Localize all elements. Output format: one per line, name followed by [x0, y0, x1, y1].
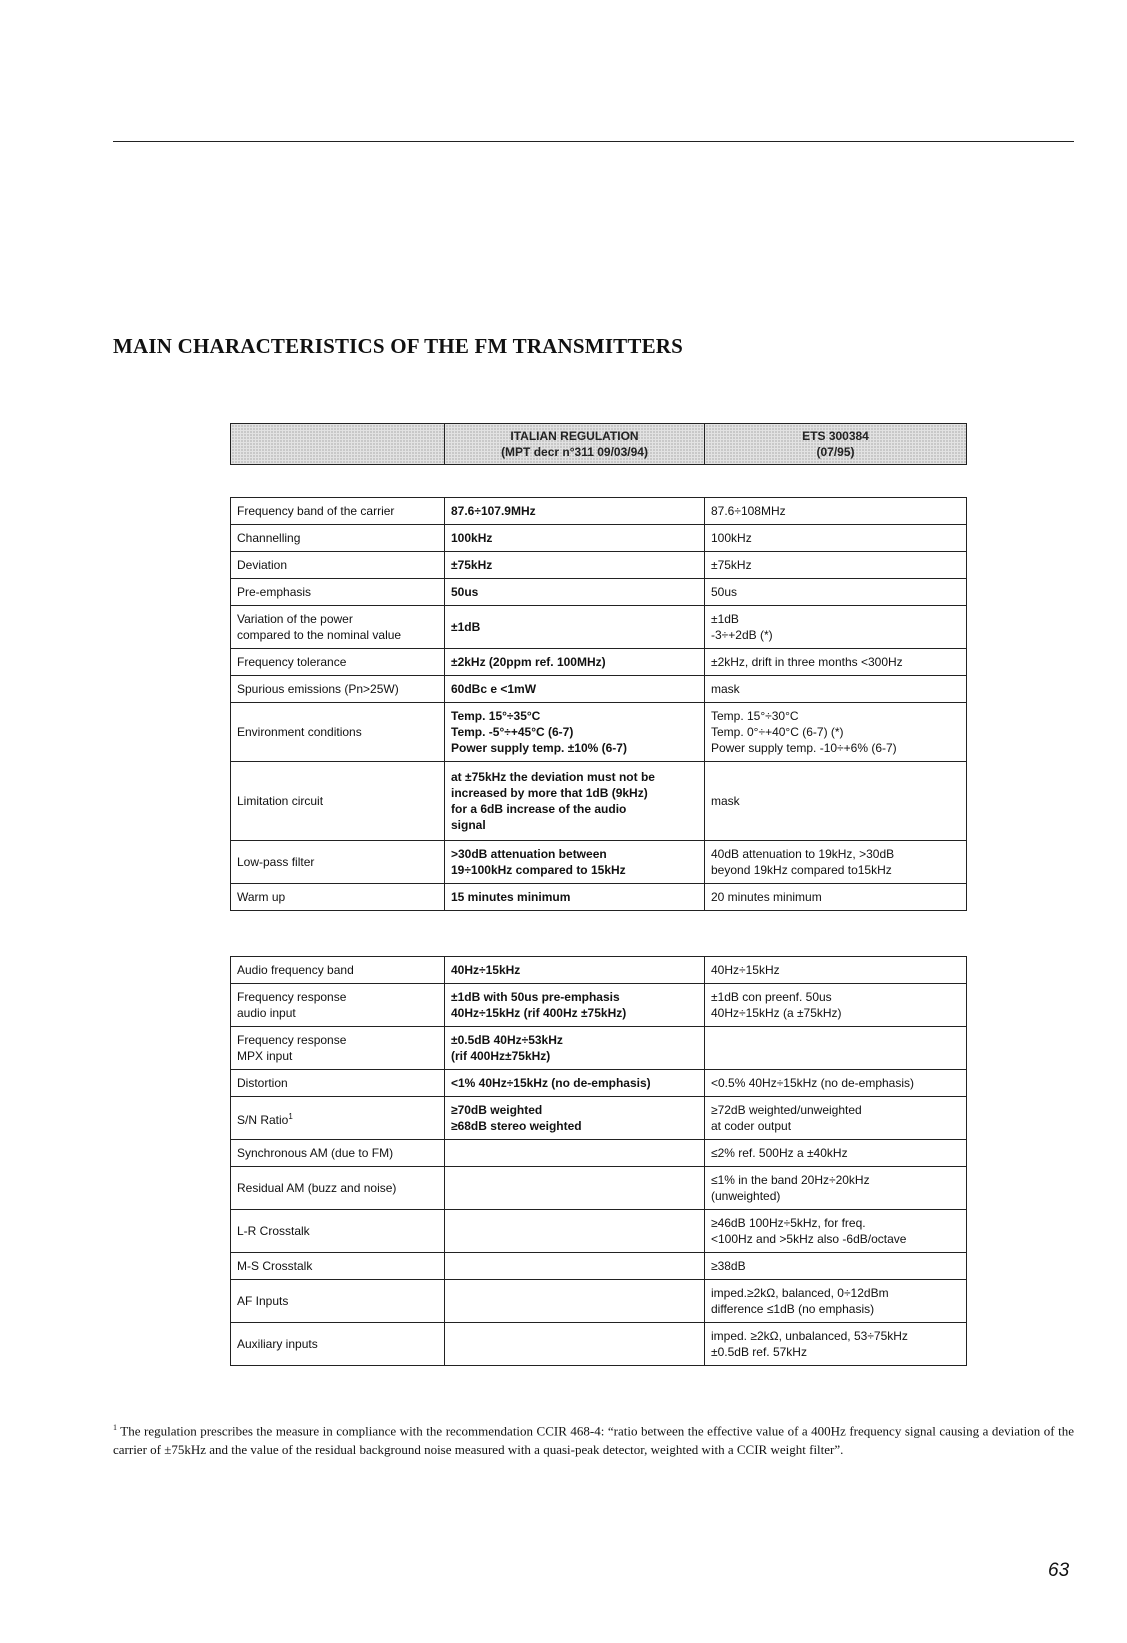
- cell-line: 20 minutes minimum: [711, 890, 822, 904]
- cell-line: 50us: [711, 585, 738, 599]
- cell-line: Temp. 15°÷35°C: [451, 709, 541, 723]
- table-row: [231, 525, 967, 552]
- cell-line: Frequency band of the carrier: [237, 504, 395, 518]
- table-row: [231, 606, 967, 649]
- italian-value-cell: [445, 1140, 705, 1167]
- italian-value-cell: [445, 1097, 705, 1140]
- cell-line: 40Hz÷15kHz: [451, 963, 521, 977]
- cell-line: M-S Crosstalk: [237, 1259, 313, 1273]
- page-number: 63: [1048, 1560, 1070, 1581]
- parameter-cell: [231, 1210, 445, 1253]
- cell-line: 19÷100kHz compared to 15kHz: [451, 863, 626, 877]
- table-row: [231, 762, 967, 841]
- cell-line: ±0.5dB 40Hz÷53kHz: [451, 1033, 563, 1047]
- cell-line: 40Hz÷15kHz (a ±75kHz): [711, 1006, 842, 1020]
- ets-value-cell: [705, 957, 967, 984]
- table-row: [231, 1253, 967, 1280]
- footnote-text: The regulation prescribes the measure in compliance with the recommendation CCIR 468-4: “ratio between the effective value of a 400Hz frequency signal causing a deviation of the carrier of ±75kHz and the value of the residual background noise measured with a quasi-peak detector, weighted with a CCIR weight filter”.: [113, 1423, 1074, 1458]
- parameter-cell: [231, 606, 445, 649]
- ets-value-cell: [705, 1210, 967, 1253]
- italian-value-cell: [445, 525, 705, 552]
- cell-line: AF Inputs: [237, 1294, 289, 1308]
- cell-line: <100Hz and >5kHz also -6dB/octave: [711, 1232, 907, 1246]
- italian-value-cell: [445, 579, 705, 606]
- cell-line: mask: [711, 794, 740, 808]
- italian-value-cell: [445, 1070, 705, 1097]
- header-rule: [113, 141, 1074, 142]
- parameter-cell: [231, 1027, 445, 1070]
- cell-line: (unweighted): [711, 1189, 781, 1203]
- header-ets-line-2: (07/95): [816, 445, 855, 459]
- cell-line: ±1dB: [711, 612, 739, 626]
- cell-line: 60dBc e <1mW: [451, 682, 537, 696]
- cell-line: 50us: [451, 585, 479, 599]
- cell-line: signal: [451, 818, 486, 832]
- italian-value-cell: [445, 649, 705, 676]
- parameter-cell: [231, 762, 445, 841]
- ets-value-cell: [705, 1140, 967, 1167]
- parameter-cell: [231, 984, 445, 1027]
- table-row: [231, 1167, 967, 1210]
- cell-line: 87.6÷108MHz: [711, 504, 786, 518]
- parameter-cell: [231, 579, 445, 606]
- table-row: [231, 1280, 967, 1323]
- table-row: [231, 1140, 967, 1167]
- footnote-ref: 1: [288, 1111, 293, 1121]
- cell-line: Low-pass filter: [237, 855, 315, 869]
- cell-line: <0.5% 40Hz÷15kHz (no de-emphasis): [711, 1076, 915, 1090]
- cell-line: ≤1% in the band 20Hz÷20kHz: [711, 1173, 870, 1187]
- cell-line: -3÷+2dB (*): [711, 628, 773, 642]
- cell-line: Temp. 15°÷30°C: [711, 709, 799, 723]
- cell-line: Limitation circuit: [237, 794, 324, 808]
- cell-line: 87.6÷107.9MHz: [451, 504, 536, 518]
- cell-line: ±1dB with 50us pre-emphasis: [451, 990, 620, 1004]
- italian-value-cell: [445, 984, 705, 1027]
- cell-line: for a 6dB increase of the audio: [451, 802, 627, 816]
- table-row: [231, 1097, 967, 1140]
- header-italian-regulation: [445, 424, 705, 465]
- table-row: [231, 703, 967, 762]
- ets-value-cell: [705, 1253, 967, 1280]
- cell-line: compared to the nominal value: [237, 628, 402, 642]
- cell-line: 40Hz÷15kHz (rif 400Hz ±75kHz): [451, 1006, 627, 1020]
- cell-line: >30dB attenuation between: [451, 847, 607, 861]
- cell-line: ≥46dB 100Hz÷5kHz, for freq.: [711, 1216, 866, 1230]
- italian-value-cell: [445, 1210, 705, 1253]
- footnote: [113, 1418, 1074, 1459]
- italian-value-cell: [445, 1167, 705, 1210]
- header-italian-line-1: ITALIAN REGULATION: [510, 429, 639, 443]
- cell-line: <1% 40Hz÷15kHz (no de-emphasis): [451, 1076, 651, 1090]
- parameter-cell: [231, 841, 445, 884]
- table-row: [231, 498, 967, 525]
- cell-line: imped.≥2kΩ, balanced, 0÷12dBm: [711, 1286, 889, 1300]
- table-row: [231, 649, 967, 676]
- table-row: [231, 1210, 967, 1253]
- table-row: [231, 984, 967, 1027]
- cell-line: audio input: [237, 1006, 296, 1020]
- cell-line: Frequency response: [237, 990, 347, 1004]
- cell-line: MPX input: [237, 1049, 293, 1063]
- cell-line: ±75kHz: [711, 558, 752, 572]
- cell-line: ≤2% ref. 500Hz a ±40kHz: [711, 1146, 848, 1160]
- cell-line: Channelling: [237, 531, 301, 545]
- cell-line: ±75kHz: [451, 558, 493, 572]
- ets-value-cell: [705, 498, 967, 525]
- ets-value-cell: [705, 762, 967, 841]
- parameter-cell: [231, 525, 445, 552]
- italian-value-cell: [445, 1323, 705, 1366]
- cell-line: at coder output: [711, 1119, 792, 1133]
- ets-value-cell: [705, 1167, 967, 1210]
- cell-line: ≥70dB weighted: [451, 1103, 543, 1117]
- ets-value-cell: [705, 1097, 967, 1140]
- cell-line: ±1dB: [451, 620, 481, 634]
- parameter-cell: [231, 676, 445, 703]
- ets-value-cell: [705, 579, 967, 606]
- cell-line: ±0.5dB ref. 57kHz: [711, 1345, 807, 1359]
- table-row: [231, 841, 967, 884]
- parameter-cell: [231, 957, 445, 984]
- cell-line: 100kHz: [451, 531, 493, 545]
- rf-characteristics-table: [230, 497, 967, 911]
- parameter-cell: [231, 1253, 445, 1280]
- parameter-cell: [231, 1097, 445, 1140]
- cell-line: difference ≤1dB (no emphasis): [711, 1302, 875, 1316]
- table-row: [231, 884, 967, 911]
- cell-line: (rif 400Hz±75kHz): [451, 1049, 551, 1063]
- cell-line: ≥72dB weighted/unweighted: [711, 1103, 862, 1117]
- cell-line: ±2kHz, drift in three months <300Hz: [711, 655, 903, 669]
- parameter-cell: [231, 649, 445, 676]
- parameter-cell: [231, 1280, 445, 1323]
- cell-line: 100kHz: [711, 531, 752, 545]
- cell-line: Environment conditions: [237, 725, 362, 739]
- cell-line: ±1dB con preenf. 50us: [711, 990, 832, 1004]
- header-italian-line-2: (MPT decr n°311 09/03/94): [501, 445, 648, 459]
- cell-line: Deviation: [237, 558, 288, 572]
- cell-line: Distortion: [237, 1076, 288, 1090]
- parameter-cell: [231, 703, 445, 762]
- cell-line: Frequency tolerance: [237, 655, 347, 669]
- ets-value-cell: [705, 606, 967, 649]
- table-row: [231, 1027, 967, 1070]
- audio-characteristics-table: [230, 956, 967, 1366]
- ets-value-cell: [705, 649, 967, 676]
- table-row: [231, 1070, 967, 1097]
- parameter-cell: [231, 552, 445, 579]
- cell-line: Variation of the power: [237, 612, 353, 626]
- italian-value-cell: [445, 1027, 705, 1070]
- header-ets-300384: [705, 424, 967, 465]
- ets-value-cell: [705, 1070, 967, 1097]
- cell-line: 15 minutes minimum: [451, 890, 571, 904]
- parameter-cell: [231, 1070, 445, 1097]
- cell-line: Pre-emphasis: [237, 585, 312, 599]
- table-row: [231, 1323, 967, 1366]
- ets-value-cell: [705, 525, 967, 552]
- parameter-cell: [231, 1323, 445, 1366]
- cell-line: Frequency response: [237, 1033, 347, 1047]
- cell-line: mask: [711, 682, 740, 696]
- page-title: MAIN CHARACTERISTICS OF THE FM TRANSMITTERS: [113, 334, 684, 358]
- cell-line: 40dB attenuation to 19kHz, >30dB: [711, 847, 895, 861]
- italian-value-cell: [445, 606, 705, 649]
- italian-value-cell: [445, 703, 705, 762]
- table-row: [231, 676, 967, 703]
- ets-value-cell: [705, 984, 967, 1027]
- ets-value-cell: [705, 552, 967, 579]
- cell-line: ≥68dB stereo weighted: [451, 1119, 582, 1133]
- cell-line: ±2kHz (20ppm ref. 100MHz): [451, 655, 606, 669]
- parameter-cell: [231, 1167, 445, 1210]
- table-row: [231, 579, 967, 606]
- italian-value-cell: [445, 762, 705, 841]
- cell-line: beyond 19kHz compared to15kHz: [711, 863, 892, 877]
- italian-value-cell: [445, 1253, 705, 1280]
- cell-line: L-R Crosstalk: [237, 1224, 310, 1238]
- parameter-cell: [231, 498, 445, 525]
- cell-line: at ±75kHz the deviation must not be: [451, 770, 655, 784]
- ets-value-cell: [705, 1280, 967, 1323]
- cell-line: S/N Ratio$^1$: [237, 1111, 293, 1127]
- cell-line: Residual AM (buzz and noise): [237, 1181, 397, 1195]
- cell-line: imped. ≥2kΩ, unbalanced, 53÷75kHz: [711, 1329, 908, 1343]
- cell-line: 40Hz÷15kHz: [711, 963, 780, 977]
- italian-value-cell: [445, 841, 705, 884]
- footnote-marker: 1: [113, 1423, 117, 1432]
- cell-line: increased by more that 1dB (9kHz): [451, 786, 648, 800]
- italian-value-cell: [445, 498, 705, 525]
- cell-line: Spurious emissions (Pn>25W): [237, 682, 399, 696]
- cell-line: Power supply temp. -10÷+6% (6-7): [711, 741, 897, 755]
- italian-value-cell: [445, 1280, 705, 1323]
- ets-value-cell: [705, 841, 967, 884]
- table-row: [231, 552, 967, 579]
- cell-line: Synchronous AM (due to FM): [237, 1146, 394, 1160]
- cell-line: Temp. -5°÷+45°C (6-7): [451, 725, 574, 739]
- cell-line: Temp. 0°÷+40°C (6-7) (*): [711, 725, 844, 739]
- column-header-table: [230, 423, 967, 465]
- parameter-cell: [231, 1140, 445, 1167]
- cell-line: Audio frequency band: [237, 963, 354, 977]
- italian-value-cell: [445, 957, 705, 984]
- cell-line: Warm up: [237, 890, 286, 904]
- italian-value-cell: [445, 884, 705, 911]
- ets-value-cell: [705, 703, 967, 762]
- table-row: [231, 957, 967, 984]
- header-parameter-cell: [231, 424, 445, 465]
- header-ets-line-1: ETS 300384: [802, 429, 869, 443]
- italian-value-cell: [445, 676, 705, 703]
- ets-value-cell: [705, 1027, 967, 1070]
- parameter-cell: [231, 884, 445, 911]
- ets-value-cell: [705, 1323, 967, 1366]
- cell-line: Power supply temp. ±10% (6-7): [451, 741, 627, 755]
- italian-value-cell: [445, 552, 705, 579]
- ets-value-cell: [705, 884, 967, 911]
- ets-value-cell: [705, 676, 967, 703]
- cell-line: ≥38dB: [711, 1259, 746, 1273]
- cell-line: Auxiliary inputs: [237, 1337, 318, 1351]
